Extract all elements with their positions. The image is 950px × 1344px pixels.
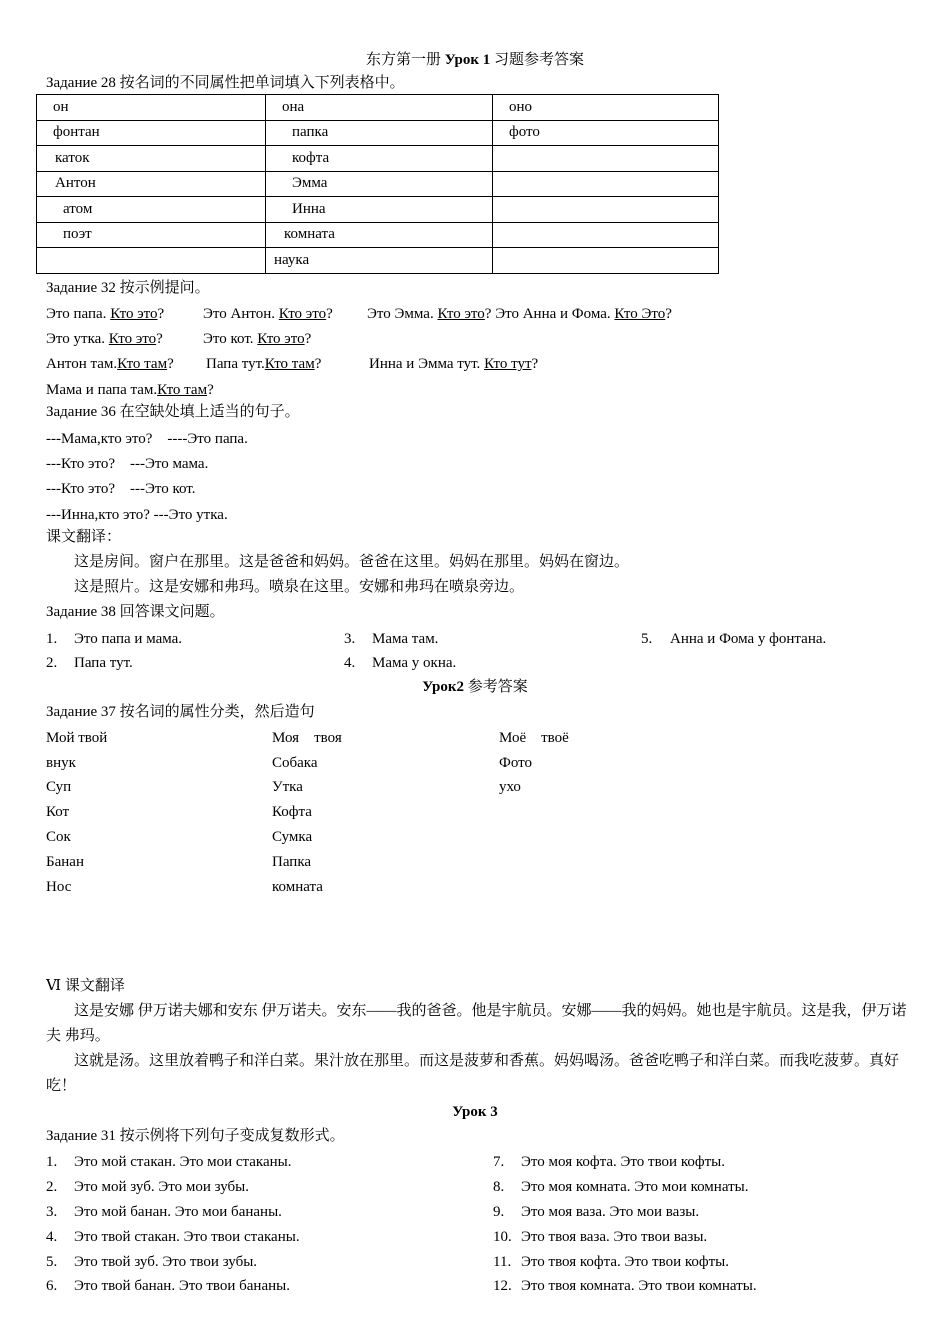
table-cell: Инна [266, 197, 493, 223]
underlined-answer: Кто там [264, 356, 315, 372]
answer-number: 2. [46, 655, 58, 671]
table-cell: каток [37, 146, 266, 172]
answer-number: 8. [493, 1179, 505, 1195]
noun-cell: комната [272, 879, 323, 895]
noun-cell: Суп [46, 779, 72, 795]
noun-cell: Моё твоё [499, 730, 569, 746]
table-cell: фото [493, 120, 719, 146]
noun-cell: Утка [272, 779, 303, 795]
translation-paragraph: 这就是汤。这里放着鸭子和洋白菜。果汁放在那里。而这是菠萝和香蕉。妈妈喝汤。爸爸吃鸭子和洋白菜。而我吃菠萝。真好吃！ [46, 1053, 900, 1094]
table-cell: фонтан [37, 120, 266, 146]
task31-label: Задание 31 按示例将下列句子变成复数形式。 [46, 1128, 345, 1144]
answer-text: Это мой банан. Это мои бананы. [74, 1204, 282, 1220]
underlined-answer: Кто это [437, 306, 485, 322]
underlined-answer: Кто там [157, 382, 208, 398]
text: Это утка. [46, 331, 109, 347]
underlined-answer: Кто Это [614, 306, 666, 322]
noun-cell: Фото [499, 755, 533, 771]
answer-text: Это мой стакан. Это мои стаканы. [74, 1154, 292, 1170]
text: ? [157, 306, 165, 322]
title-part: 参考答案 [464, 679, 528, 695]
underlined-answer: Кто это [257, 331, 305, 347]
table-row [37, 120, 719, 146]
underlined-answer: Кто тут [484, 356, 532, 372]
answer-text: Это моя комната. Это мои комнаты. [521, 1179, 749, 1195]
task32-line-1c [367, 305, 672, 323]
table-cell: комната [266, 222, 493, 248]
answer-number: 4. [344, 655, 356, 671]
noun-cell: Сок [46, 829, 71, 845]
text: Это папа. [46, 306, 111, 322]
answer-number: 9. [493, 1204, 505, 1220]
table-cell: кофта [266, 146, 493, 172]
table-cell [493, 146, 719, 172]
text: Это Антон. [203, 306, 279, 322]
dialog-line: ---Мама,кто это? ----Это папа. [46, 431, 248, 447]
table-cell [493, 222, 719, 248]
text: ? [531, 356, 539, 372]
noun-cell: Сумка [272, 829, 313, 845]
noun-cell: Мой твой [46, 730, 108, 746]
answer-number: 12. [493, 1278, 512, 1294]
title-lesson: Урок 1 [444, 52, 491, 68]
translation-paragraph: 这是房间。窗户在那里。这是爸爸和妈妈。爸爸在这里。妈妈在那里。妈妈在窗边。 [74, 554, 630, 570]
title-lesson: Урок2 [422, 679, 464, 695]
answer-number: 3. [46, 1204, 58, 1220]
table-row [37, 222, 719, 248]
table-cell: папка [266, 120, 493, 146]
underlined-answer: Кто это [108, 331, 157, 347]
text: Это Эмма. [367, 306, 438, 322]
dialog-line: ---Инна,кто это? ---Это утка. [46, 507, 228, 523]
answer-number: 5. [641, 631, 653, 647]
task28-label: Задание 28 按名词的不同属性把单词填入下列表格中。 [46, 75, 405, 91]
table-row [37, 95, 719, 121]
text: Инна и Эмма тут. [369, 356, 485, 372]
task32-line-1 [46, 305, 164, 323]
answer-number: 7. [493, 1154, 505, 1170]
table-cell [493, 248, 719, 274]
text: Это кот. [203, 331, 258, 347]
answer-number: 1. [46, 631, 58, 647]
text: ? [665, 306, 672, 322]
answer-number: 11. [493, 1254, 512, 1270]
table-cell: Эмма [266, 171, 493, 197]
noun-cell: внук [46, 755, 76, 771]
noun-cell: Кот [46, 804, 70, 820]
text: ? Это Анна и Фома. [484, 306, 615, 322]
underlined-answer: Кто это [278, 306, 327, 322]
answer-text: Мама там. [372, 631, 439, 647]
text: ? [314, 356, 322, 372]
answer-text: Это твой зуб. Это твои зубы. [74, 1254, 258, 1270]
lesson2-title [0, 678, 950, 696]
translation-paragraph: 这是照片。这是安娜和弗玛。喷泉在这里。安娜和弗玛在喷泉旁边。 [74, 579, 525, 595]
table-row [37, 146, 719, 172]
task32-line-3c [369, 355, 538, 373]
text: Мама и папа там. [46, 382, 158, 398]
task36-label: Задание 36 在空缺处填上适当的句子。 [46, 404, 300, 420]
table-cell [493, 171, 719, 197]
answer-text: Это моя ваза. Это мои вазы. [521, 1204, 700, 1220]
text: ? [167, 356, 174, 372]
table-row [37, 171, 719, 197]
text: ? [156, 331, 163, 347]
answer-text: Папа тут. [74, 655, 133, 671]
underlined-answer: Кто это [110, 306, 158, 322]
answer-number: 3. [344, 631, 356, 647]
answer-number: 1. [46, 1154, 58, 1170]
answer-text: Это твой банан. Это твои бананы. [74, 1278, 290, 1294]
table-cell: он [37, 95, 266, 121]
answer-number: 5. [46, 1254, 58, 1270]
task37-label: Задание 37 按名词的属性分类，然后造句 [46, 704, 315, 720]
answer-number: 6. [46, 1278, 58, 1294]
answer-number: 2. [46, 1179, 58, 1195]
text: Антон там. [46, 356, 118, 372]
table-cell: она [266, 95, 493, 121]
dialog-line: ---Кто это? ---Это мама. [46, 456, 209, 472]
answer-text: Это твоя кофта. Это твои кофты. [521, 1254, 730, 1270]
translation-paragraph: 这是安娜 伊万诺夫娜和安东 伊万诺夫。安东——我的爸爸。他是宇航员。安娜——我的妈妈。她也是宇航员。这是我，伊万诺夫 弗玛。 [46, 1003, 907, 1044]
answer-text: Это твой стакан. Это твои стаканы. [74, 1229, 300, 1245]
task28-table [36, 94, 719, 274]
table-cell: Антон [37, 171, 266, 197]
task32-line-4 [46, 381, 214, 399]
text: ? [304, 331, 312, 347]
answer-number: 4. [46, 1229, 58, 1245]
answer-text: Это твоя ваза. Это твои вазы. [521, 1229, 708, 1245]
table-row [37, 197, 719, 223]
translation-label: 课文翻译： [46, 529, 122, 545]
table-cell: оно [493, 95, 719, 121]
table-row [37, 248, 719, 274]
table-cell: наука [266, 248, 493, 274]
answer-text: Это твоя комната. Это твои комнаты. [521, 1278, 757, 1294]
noun-cell: Кофта [272, 804, 312, 820]
text: ? [326, 306, 333, 322]
text: ? [207, 382, 214, 398]
text: Папа тут. [206, 356, 265, 372]
noun-cell: ухо [499, 779, 521, 795]
table-cell [493, 197, 719, 223]
lesson1-title [0, 51, 950, 69]
noun-cell: Банан [46, 854, 84, 870]
task32-line-2b [203, 330, 311, 348]
title-part: 东方第一册 [365, 52, 445, 68]
task32-line-1b [203, 305, 333, 323]
title-part: 习题参考答案 [490, 52, 585, 68]
noun-cell: Нос [46, 879, 72, 895]
task32-line-3b [206, 355, 321, 373]
task32-line-2 [46, 330, 163, 348]
lesson3-title: Урок 3 [452, 1104, 498, 1120]
answer-text: Это папа и мама. [74, 631, 183, 647]
table-cell [37, 248, 266, 274]
table-cell: поэт [37, 222, 266, 248]
answer-text: Это моя кофта. Это твои кофты. [521, 1154, 725, 1170]
noun-cell: Собака [272, 755, 318, 771]
underlined-answer: Кто там [117, 356, 168, 372]
task32-line-3 [46, 355, 174, 373]
noun-cell: Моя твоя [272, 730, 342, 746]
table-cell: атом [37, 197, 266, 223]
noun-cell: Папка [272, 854, 312, 870]
answer-text: Анна и Фома у фонтана. [670, 631, 827, 647]
dialog-line: ---Кто это? ---Это кот. [46, 481, 196, 497]
answer-number: 10. [493, 1229, 512, 1245]
task38-label: Задание 38 回答课文问题。 [46, 604, 225, 620]
task32-label: Задание 32 按示例提问。 [46, 280, 210, 296]
translation-label: Ⅵ 课文翻译 [46, 978, 125, 994]
answer-text: Мама у окна. [372, 655, 457, 671]
answer-text: Это мой зуб. Это мои зубы. [74, 1179, 249, 1195]
